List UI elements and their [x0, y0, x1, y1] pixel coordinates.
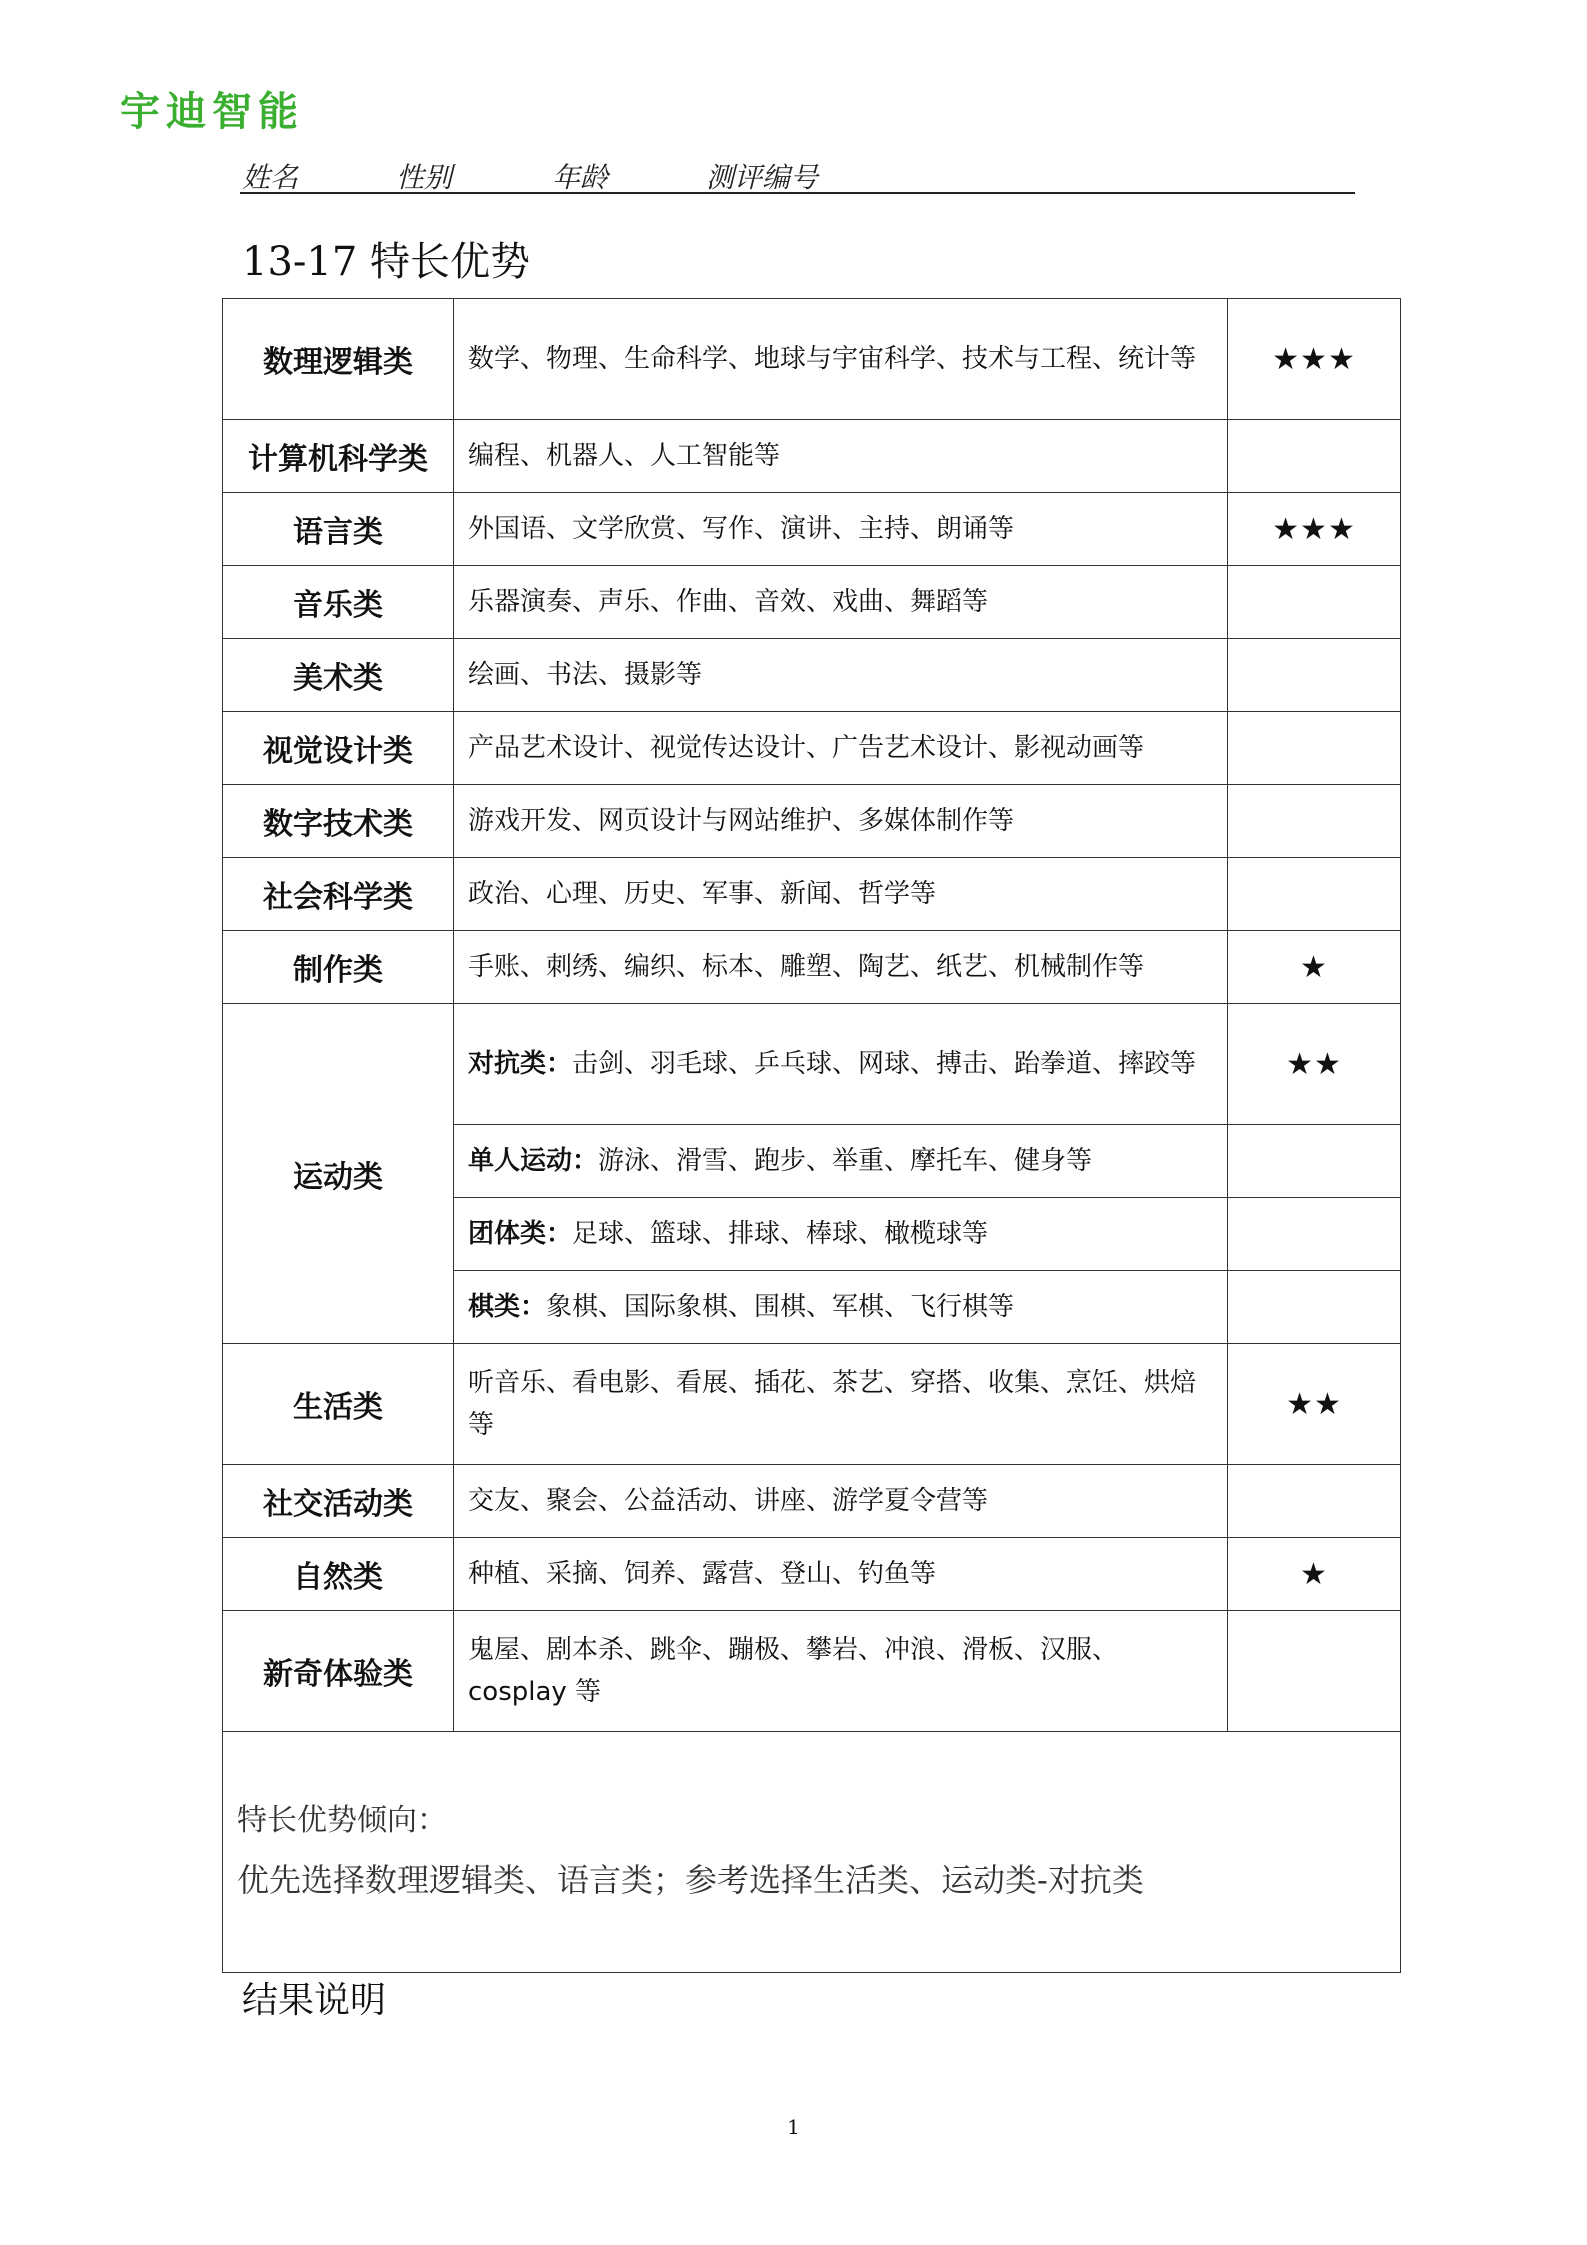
description-cell: 乐器演奏、声乐、作曲、音效、戏曲、舞蹈等: [454, 566, 1228, 639]
subcategory-label: 棋类：: [468, 1292, 547, 1322]
category-cell: 音乐类: [223, 566, 454, 639]
category-cell: 数字技术类: [223, 785, 454, 858]
star-rating: [1228, 1271, 1401, 1344]
description-cell: 数学、物理、生命科学、地球与宇宙科学、技术与工程、统计等: [454, 299, 1228, 420]
table-row: [223, 639, 1401, 712]
star-rating: [1228, 1611, 1401, 1732]
category-cell: 制作类: [223, 931, 454, 1004]
description-cell: 产品艺术设计、视觉传达设计、广告艺术设计、影视动画等: [454, 712, 1228, 785]
description-cell: 外国语、文学欣赏、写作、演讲、主持、朗诵等: [454, 493, 1228, 566]
table-row: [223, 1465, 1401, 1538]
subcategory-label: 对抗类：: [468, 1049, 573, 1079]
star-rating: [1228, 785, 1401, 858]
star-rating: ★★: [1228, 1344, 1401, 1465]
subcategory-label: 单人运动：: [468, 1146, 599, 1176]
table-row: [223, 299, 1401, 420]
table-row: [223, 1004, 1401, 1125]
strengths-table: [222, 298, 1401, 1973]
table-row: [223, 566, 1401, 639]
star-rating: ★★★: [1228, 493, 1401, 566]
category-cell: 生活类: [223, 1344, 454, 1465]
table-row: [223, 931, 1401, 1004]
table-row: [223, 1538, 1401, 1611]
category-cell: 数理逻辑类: [223, 299, 454, 420]
category-cell: 视觉设计类: [223, 712, 454, 785]
table-row: [223, 712, 1401, 785]
category-cell: 美术类: [223, 639, 454, 712]
category-cell: 新奇体验类: [223, 1611, 454, 1732]
name-label: 姓名: [242, 161, 299, 194]
star-rating: [1228, 712, 1401, 785]
description-cell: 种植、采摘、饲养、露营、登山、钓鱼等: [454, 1538, 1228, 1611]
category-cell: 自然类: [223, 1538, 454, 1611]
description-cell: [454, 1271, 1228, 1344]
subcategory-label: 团体类：: [468, 1219, 573, 1249]
star-rating: [1228, 639, 1401, 712]
table-row: [223, 420, 1401, 493]
star-rating: [1228, 420, 1401, 493]
gender-label: 性别: [396, 161, 453, 194]
description-cell: 听音乐、看电影、看展、插花、茶艺、穿搭、收集、烹饪、烘焙等: [454, 1344, 1228, 1465]
star-rating: [1228, 1198, 1401, 1271]
star-rating: [1228, 1125, 1401, 1198]
category-cell: 社会科学类: [223, 858, 454, 931]
subcategory-desc: 足球、篮球、排球、棒球、橄榄球等: [572, 1219, 989, 1249]
page-number: 1: [787, 2115, 800, 2139]
star-rating: [1228, 566, 1401, 639]
table-row: [223, 785, 1401, 858]
subcategory-desc: 象棋、国际象棋、围棋、军棋、飞行棋等: [546, 1292, 1015, 1322]
description-cell: 编程、机器人、人工智能等: [454, 420, 1228, 493]
table-row: [223, 1611, 1401, 1732]
category-cell: 语言类: [223, 493, 454, 566]
subcategory-desc: 游泳、滑雪、跑步、举重、摩托车、健身等: [598, 1146, 1093, 1176]
description-cell: 鬼屋、剧本杀、跳伞、蹦极、攀岩、冲浪、滑板、汉服、cosplay 等: [454, 1611, 1228, 1732]
table-row: [223, 493, 1401, 566]
age-label: 年龄: [552, 161, 609, 194]
description-cell: [454, 1125, 1228, 1198]
summary-value: 优先选择数理逻辑类、语言类；参考选择生活类、运动类-对抗类: [237, 1861, 1144, 1899]
star-rating: [1228, 858, 1401, 931]
student-info-row: [240, 152, 1355, 194]
table-row: [223, 1344, 1401, 1465]
subcategory-desc: 击剑、羽毛球、乒乓球、网球、搏击、跆拳道、摔跤等: [572, 1049, 1197, 1079]
summary-cell: [223, 1732, 1401, 1973]
star-rating: ★★: [1228, 1004, 1401, 1125]
category-cell: 社交活动类: [223, 1465, 454, 1538]
category-cell-sports: 运动类: [223, 1004, 454, 1344]
description-cell: 手账、刺绣、编织、标本、雕塑、陶艺、纸艺、机械制作等: [454, 931, 1228, 1004]
assessment-id-label: 测评编号: [706, 161, 819, 194]
star-rating: [1228, 1465, 1401, 1538]
summary-label: 特长优势倾向：: [237, 1803, 447, 1838]
summary-row: [223, 1732, 1401, 1973]
description-cell: [454, 1198, 1228, 1271]
description-cell: [454, 1004, 1228, 1125]
star-rating: ★: [1228, 1538, 1401, 1611]
description-cell: 交友、聚会、公益活动、讲座、游学夏令营等: [454, 1465, 1228, 1538]
description-cell: 绘画、书法、摄影等: [454, 639, 1228, 712]
category-cell: 计算机科学类: [223, 420, 454, 493]
description-cell: 游戏开发、网页设计与网站维护、多媒体制作等: [454, 785, 1228, 858]
page-title: 13-17 特长优势: [242, 239, 531, 285]
table-row: [223, 858, 1401, 931]
star-rating: ★★★: [1228, 299, 1401, 420]
description-cell: 政治、心理、历史、军事、新闻、哲学等: [454, 858, 1228, 931]
brand-logo: 宇迪智能: [120, 89, 304, 135]
star-rating: ★: [1228, 931, 1401, 1004]
section-title-results: 结果说明: [242, 1980, 387, 2021]
